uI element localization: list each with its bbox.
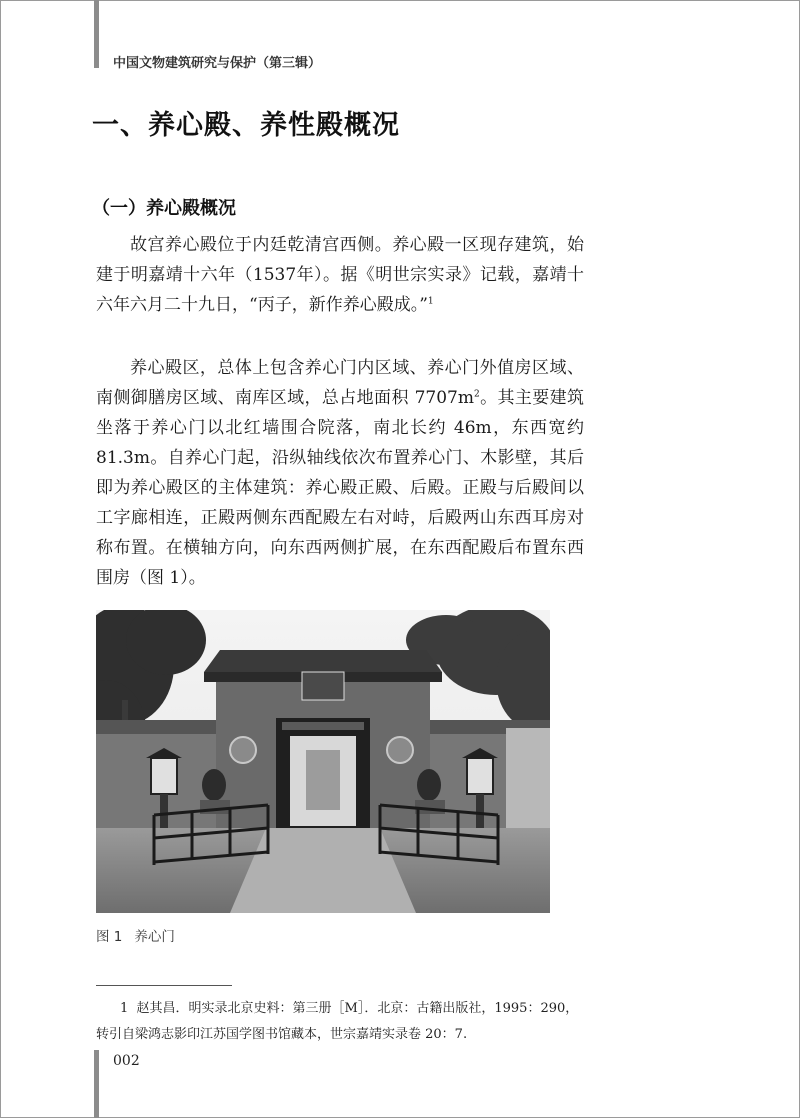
paragraph-2-text-a: 养心殿区，总体上包含养心门内区域、养心门外值房区域、南侧御膳房区域、南库区域，总占地面积 7707m — [96, 358, 584, 408]
chapter-title: 一、养心殿、养性殿概况 — [92, 110, 400, 141]
paragraph-1 — [96, 230, 584, 320]
gate-photo-illustration — [96, 610, 550, 913]
paragraph-2-text-b: 。其主要建筑坐落于养心门以北红墙围合院落，南北长约 46m，东西宽约 81.3m。自养心门起，沿纵轴线依次布置养心门、木影壁，其后即为养心殿区的主体建筑：养心殿正殿、后殿。正殿与后殿间以工字廊相连，正殿两侧东西配殿左右对峙，后殿两山东西耳房对称布置。在横轴方向，向东西两侧扩展，在东西配殿后布置东西围房（图 1）。 — [96, 388, 584, 588]
figure-photo — [96, 610, 550, 913]
figure-number: 图 1 — [96, 929, 123, 945]
header-rule — [94, 0, 99, 68]
figure-caption — [96, 925, 175, 945]
paragraph-1-text: 故宫养心殿位于内廷乾清宫西侧。养心殿一区现存建筑，始建于明嘉靖十六年（1537年）。据《明世宗实录》记载，嘉靖十六年六月二十九日，“丙子，新作养心殿成。” — [96, 235, 584, 315]
footnote-marker[interactable]: 1 — [427, 296, 434, 307]
footnote-text: 赵其昌．明实录北京史料：第三册［M］．北京：古籍出版社，1995：290，转引自梁鸿志影印江苏国学图书馆藏本，世宗嘉靖实录卷 20：7. — [96, 1001, 579, 1042]
figure-caption-text: 养心门 — [134, 929, 175, 945]
footnote — [96, 996, 586, 1048]
page-number: 002 — [113, 1053, 140, 1069]
footnote-divider — [96, 985, 232, 986]
footnote-number: 1 — [120, 1001, 129, 1016]
running-header: 中国文物建筑研究与保护（第三辑） — [113, 56, 322, 71]
paragraph-2 — [96, 353, 584, 593]
footer-rule — [94, 1050, 99, 1118]
area-unit-superscript: 2 — [473, 389, 480, 400]
section-title: （一）养心殿概况 — [92, 198, 236, 219]
